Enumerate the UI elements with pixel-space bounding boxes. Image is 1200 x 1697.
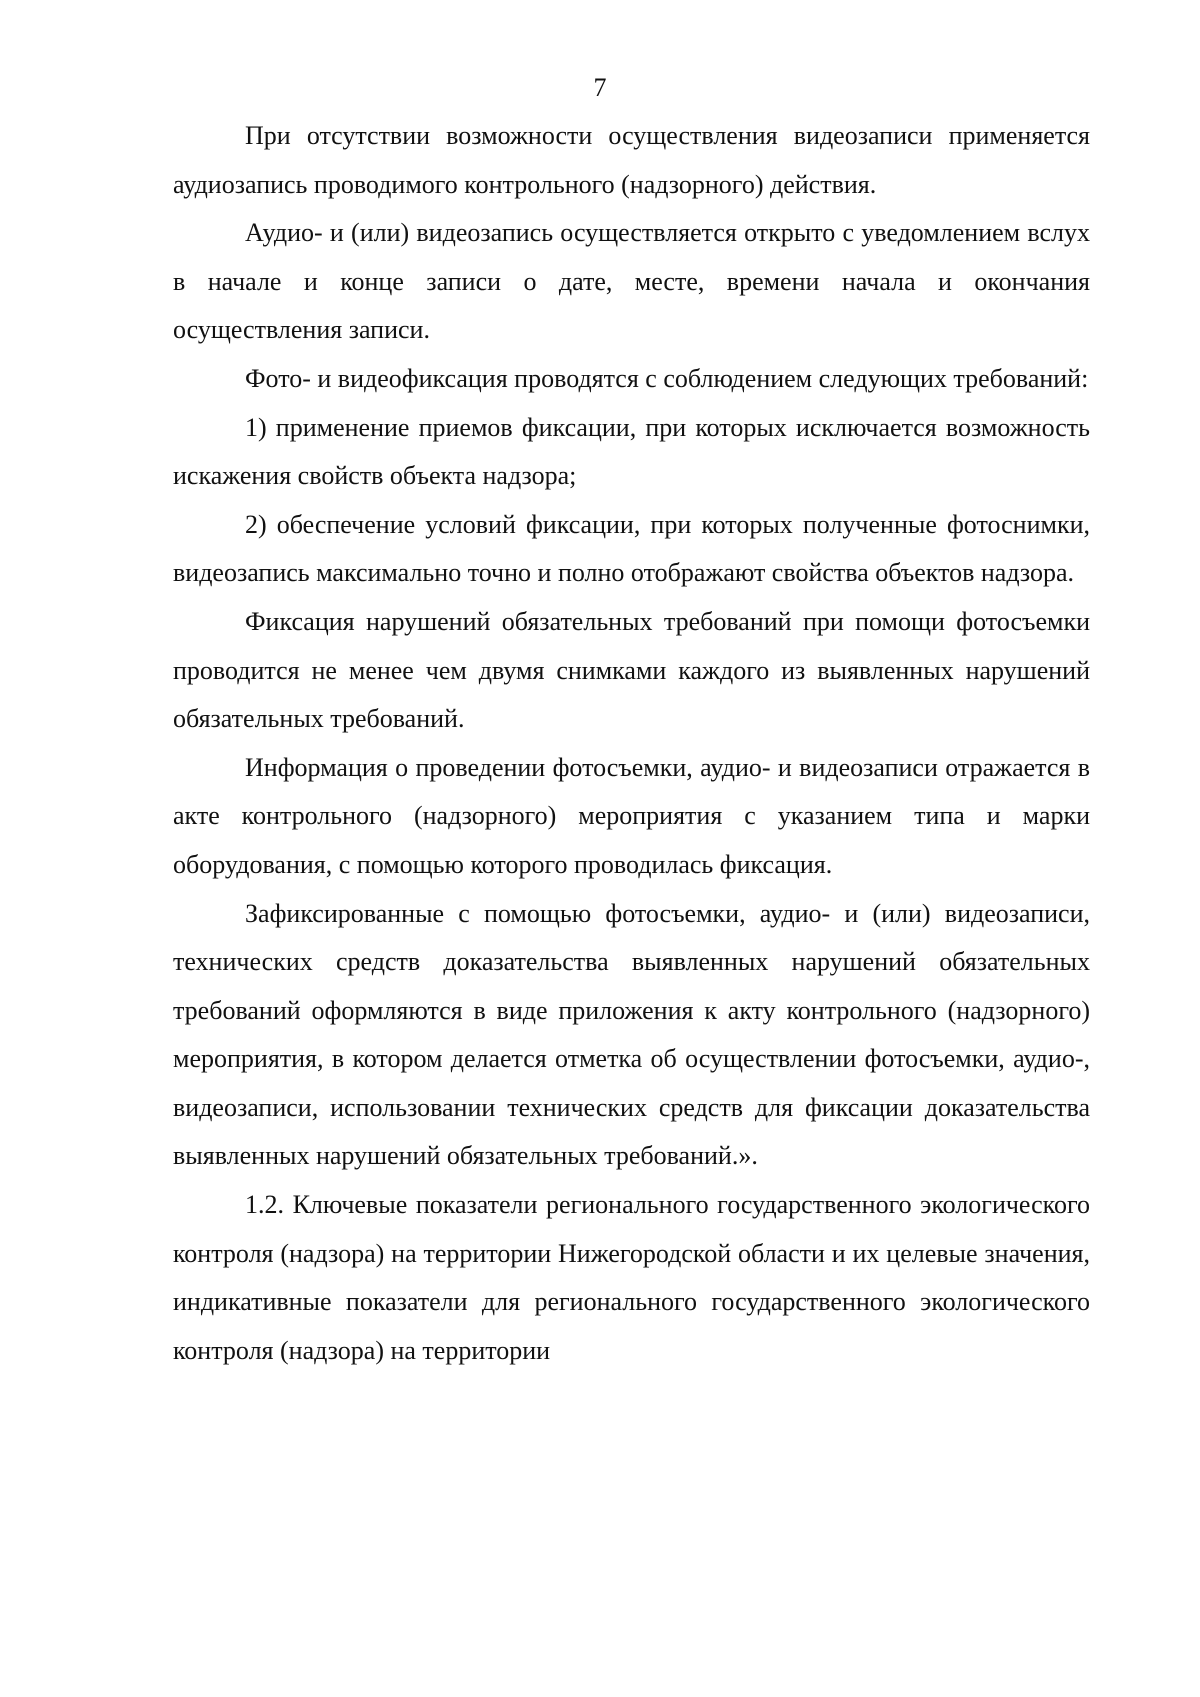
document-body bbox=[173, 112, 1090, 1375]
paragraph-requirement-2: 2) обеспечение условий фиксации, при которых полученные фотоснимки, видеозапись максимально точно и полно отображают свойства объектов надзора. bbox=[173, 509, 1090, 588]
paragraph-evidence-attachment: Зафиксированные с помощью фотосъемки, аудио- и (или) видеозаписи, технических средств доказательства выявленных нарушений обязательных требований оформляются в виде приложения к акту контрольного (надзорного) мероприятия, в котором делается отметка об осуществлении фотосъемки, аудио-, видеозаписи, использовании технических средств для фиксации доказательства выявленных нарушений обязательных требований.». bbox=[173, 898, 1090, 1171]
paragraph-photo-video-requirements: Фото- и видеофиксация проводятся с соблюдением следующих требований: bbox=[245, 363, 1089, 393]
paragraph-requirement-1: 1) применение приемов фиксации, при которых исключается возможность искажения свойств объекта надзора; bbox=[173, 412, 1090, 491]
paragraph-recording-info: Информация о проведении фотосъемки, аудио- и видеозаписи отражается в акте контрольного (надзорного) мероприятия с указанием типа и марки оборудования, с помощью которого проводилась фиксация. bbox=[173, 752, 1090, 879]
paragraph-audio-fallback: При отсутствии возможности осуществления видеозаписи применяется аудиозапись проводимого контрольного (надзорного) действия. bbox=[173, 121, 1090, 199]
page-number: 7 bbox=[593, 73, 607, 102]
paragraph-photo-violations: Фиксация нарушений обязательных требований при помощи фотосъемки проводится не менее чем двумя снимками каждого из выявленных нарушений обязательных требований. bbox=[173, 606, 1090, 734]
paragraph-key-indicators: 1.2. Ключевые показатели регионального государственного экологического контроля (надзора) на территории Нижегородской области и их целевые значения, индикативные показатели для регионального государственного экологического контроля (надзора) на территории bbox=[173, 1190, 1090, 1365]
paragraph-recording-notice: Аудио- и (или) видеозапись осуществляется открыто с уведомлением вслух в начале и конце записи о дате, месте, времени начала и окончания осуществления записи. bbox=[173, 218, 1090, 345]
